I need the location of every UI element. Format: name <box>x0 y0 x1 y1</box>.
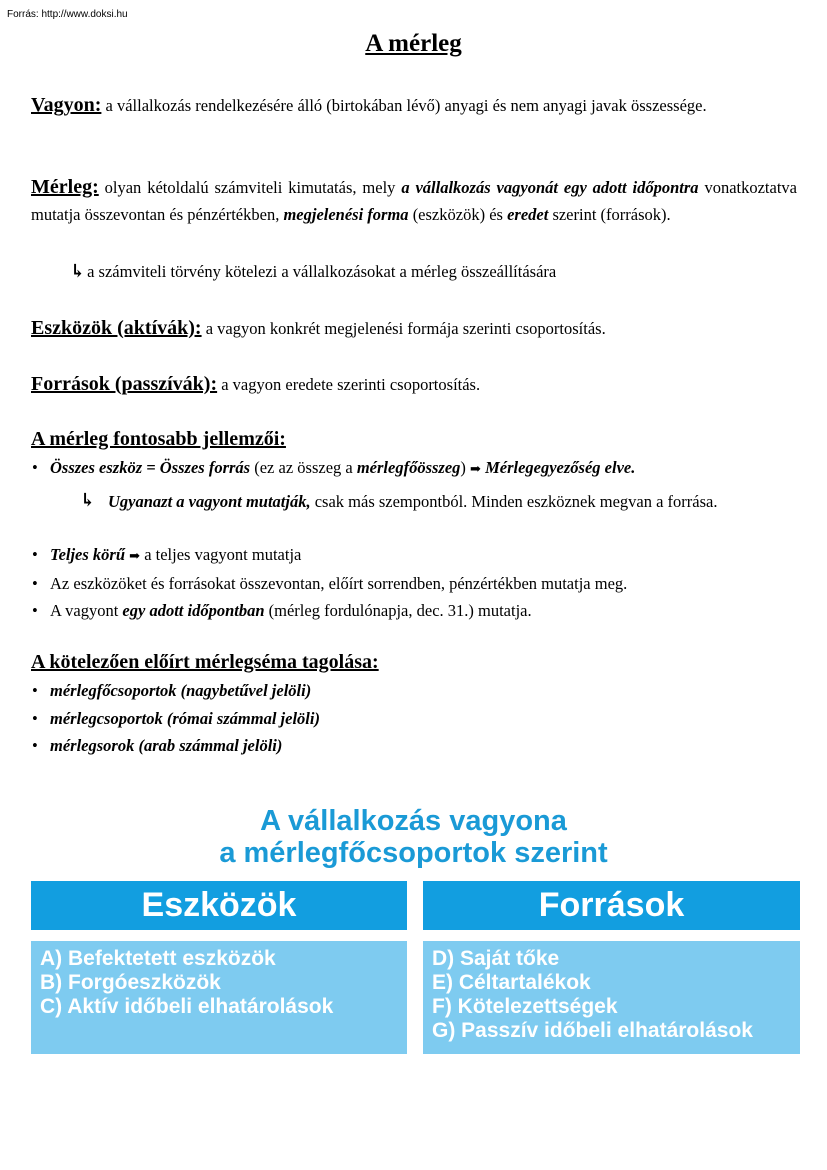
list-item: • Összes eszköz = Összes forrás (ez az összeg a mérlegfőösszeg) ➡ Mérlegegyezőség elve. <box>31 454 797 483</box>
vagyon-text: a vállalkozás rendelkezésére álló (birtokában lévő) anyagi és nem anyagi javak összessége. <box>101 96 707 115</box>
merleg-emph-2: megjelenési forma <box>283 205 409 224</box>
list-item: B) Forgóeszközök <box>40 971 221 994</box>
list-item: • mérlegcsoportok (római számmal jelöli) <box>31 705 797 733</box>
list-item: C) Aktív időbeli elhatárolások <box>40 995 334 1018</box>
elbow-arrow-icon: ↳ <box>80 490 96 510</box>
list-item: F) Kötelezettségek <box>432 995 618 1018</box>
list-item: G) Passzív időbeli elhatárolások <box>432 1019 753 1042</box>
merleg-text-1: olyan kétoldalú számviteli kimutatás, mely <box>98 178 402 197</box>
jellemzok-list-1 <box>31 454 797 483</box>
merleg-term: Mérleg: <box>31 176 99 198</box>
source-url: Forrás: http://www.doksi.hu <box>7 9 128 20</box>
merleg-text-2: vonatkoztatva mutatja összevontan és pénzértékben, <box>31 178 797 224</box>
list-item: • Teljes körű ➡ a teljes vagyont mutatja <box>31 541 797 570</box>
jellemzok-list-2 <box>31 541 797 625</box>
eszkozok-header-box: Eszközök <box>31 881 407 930</box>
list-item: • Az eszközöket és forrásokat összevontan, előírt sorrendben, pénzértékben mutatja meg. <box>31 570 797 598</box>
jellemzok-subnote: ↳ Ugyanazt a vagyont mutatják, csak más szempontból. Minden eszköznek megvan a forrása. <box>80 489 797 515</box>
tagolas-list <box>31 677 797 760</box>
page-title: A mérleg <box>365 30 462 57</box>
list-item: • mérlegfőcsoportok (nagybetűvel jelöli) <box>31 677 797 705</box>
forrasok-text: a vagyon eredete szerinti csoportosítás. <box>217 375 481 394</box>
vagyon-term: Vagyon: <box>31 94 102 116</box>
right-arrow-icon: ➡ <box>129 548 141 563</box>
eszkozok-items-box <box>31 941 407 1054</box>
forrasok-definition <box>31 371 797 398</box>
elbow-arrow-icon: ↳ <box>70 261 86 281</box>
eszkozok-term: Eszközök (aktívák): <box>31 317 202 339</box>
vagyon-definition <box>31 92 797 119</box>
eszkozok-definition <box>31 315 797 342</box>
forrasok-items-box <box>423 941 800 1054</box>
merleg-text-4: szerint (források). <box>548 205 671 224</box>
list-item: E) Céltartalékok <box>432 971 591 994</box>
merleg-text-3: (eszközök) és <box>408 205 508 224</box>
merleg-emph-1: a vállalkozás vagyonát egy adott időpontra <box>401 178 699 197</box>
figure-title-line-1: A vállalkozás vagyona <box>260 805 567 837</box>
forrasok-term: Források (passzívák): <box>31 373 218 395</box>
merleg-note-text: a számviteli törvény kötelezi a vállalkozásokat a mérleg összeállítására <box>87 262 557 281</box>
list-item: • A vagyont egy adott időpontban (mérleg fordulónapja, dec. 31.) mutatja. <box>31 597 797 625</box>
merleg-note <box>70 258 556 285</box>
forrasok-header-box: Források <box>423 881 800 930</box>
list-item: D) Saját tőke <box>432 947 560 970</box>
tagolas-heading: A kötelezően előírt mérlegséma tagolása: <box>31 651 379 673</box>
list-item: A) Befektetett eszközök <box>40 947 276 970</box>
jellemzok-heading: A mérleg fontosabb jellemzői: <box>31 428 286 450</box>
right-arrow-icon: ➡ <box>470 461 481 476</box>
list-item: • mérlegsorok (arab számmal jelöli) <box>31 732 797 760</box>
figure-title-line-2: a mérlegfőcsoportok szerint <box>219 837 608 869</box>
figure-title <box>0 805 827 869</box>
merleg-definition <box>31 174 797 228</box>
merleg-emph-3: eredet <box>507 205 549 224</box>
eszkozok-text: a vagyon konkrét megjelenési formája szerinti csoportosítás. <box>201 319 606 338</box>
